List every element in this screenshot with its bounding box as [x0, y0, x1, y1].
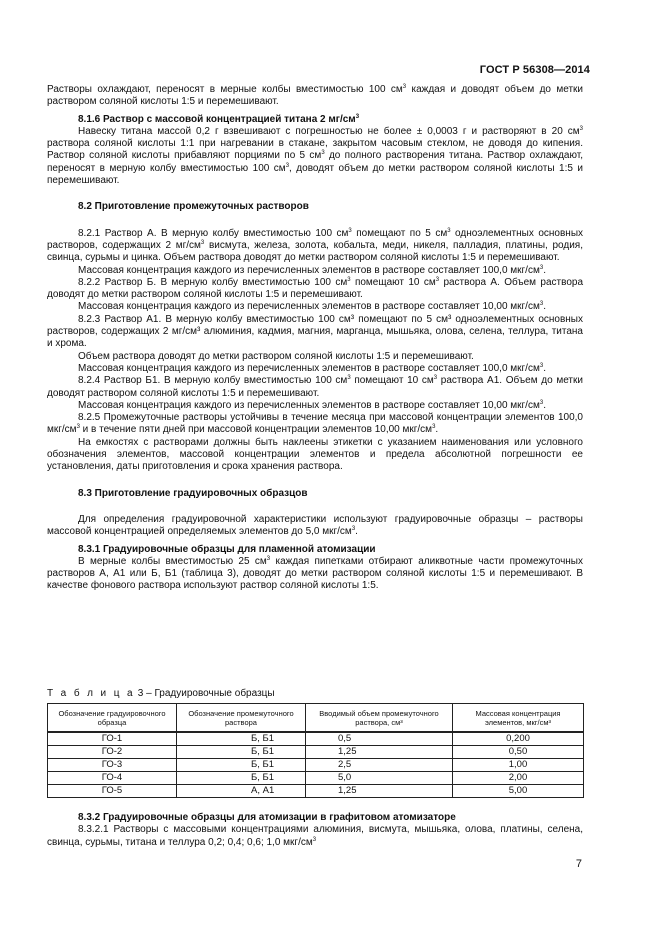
section-8-2-2-paragraph: 8.2.2 Раствор Б. В мерную колбу вместимостью 100 $см^3$ помещают 10 $см^3$ раствора А. Объем раствора доводят до метки раствором соляной кислоты 1:5 и перемешивают. — [47, 276, 584, 301]
table-cell: Б, Б1 — [177, 746, 306, 759]
labels-paragraph: На емкостях с растворами должны быть наклеены этикетки с указанием наименования или условного обозначения элементов, массовой концентрации элементов и предела абсолютной погрешности ее установления, даты приготовления и срока хранения раствора. — [47, 436, 583, 473]
table-cell: ГО-4 — [48, 772, 177, 785]
table-cell: 0,5 — [306, 732, 453, 746]
section-8-2-3-paragraph: 8.2.3 Раствор А1. В мерную колбу вместимостью 100 cм³ помещают по 5 cм³ одноэлементных основных растворов, содержащих 2 мг/cм³ алюминия, кадмия, магния, марганца, мышьяка, олова, селена, теллура, титана и хрома. — [47, 313, 583, 350]
table-row — [48, 759, 584, 772]
table-cell: Б, Б1 — [177, 772, 306, 785]
table-header-cell: Обозначение градуировочного образца — [48, 704, 177, 733]
table-cell: А, А1 — [177, 785, 306, 798]
table-cell: ГО-1 — [48, 732, 177, 746]
section-8-3-1-title: 8.3.1 Градуировочные образцы для пламенной атомизации — [78, 543, 376, 555]
page-number: 7 — [575, 858, 582, 870]
concentration-a1: Массовая концентрация каждого из перечисленных элементов в растворе составляет 100,0 мкг/$см^3$. — [78, 362, 546, 374]
section-8-3-2-1-paragraph: 8.3.2.1 Растворы с массовыми концентрациями алюминия, висмута, мышьяка, олова, платины, селена, свинца, сурьмы, титана и теллура 0,2; 0,4; 0,6; 1,0 мкг/$см^3$ — [47, 824, 583, 848]
table-cell: Б, Б1 — [177, 759, 306, 772]
table-row — [48, 746, 584, 759]
table-row — [48, 785, 584, 798]
table-cell: 5,00 — [453, 785, 584, 798]
table-cell: 2,5 — [306, 759, 453, 772]
table-cell: ГО-3 — [48, 759, 177, 772]
section-8-3-1-paragraph: В мерные колбы вместимостью 25 $см^3$ каждая пипетками отбирают аликвотные части промежуточных растворов А, А1 или Б, Б1 (таблица 3), доводят до метки раствором соляной кислоты 1:5 и перемешивают. В качестве фонового раствора используют раствор соляной кислоты 1:5. — [47, 555, 583, 592]
table-cell: 2,00 — [453, 772, 584, 785]
table-cell: Б, Б1 — [177, 732, 306, 746]
section-8-3-paragraph: Для определения градуировочной характеристики используют градуировочные образцы – растворы массовой концентрацией определяемых элементов до 5,0 мкг/$см^3$. — [47, 513, 583, 538]
section-8-2-3-volume: Объем раствора доводят до метки раствором соляной кислоты 1:5 и перемешивают. — [78, 350, 474, 362]
section-8-2-4-paragraph: 8.2.4 Раствор Б1. В мерную колбу вместимостью 100 $см^3$ помещают 10 $см^3$ раствора А1. Объем до метки доводят раствором соляной кислоты 1:5 и перемешивают. — [47, 375, 583, 399]
concentration-b1: Массовая концентрация каждого из перечисленных элементов в растворе составляет 10,00 мкг/$см^3$. — [78, 399, 546, 411]
intro-paragraph: Растворы охлаждают, переносят в мерные колбы вместимостью 100 $см^3$ каждая и доводят объем до метки раствором соляной кислоты 1:5 и перемешивают. — [47, 84, 583, 108]
table-cell: 5,0 — [306, 772, 453, 785]
table-row — [48, 772, 584, 785]
table-cell: ГО-5 — [48, 785, 177, 798]
table-cell: 0,50 — [453, 746, 584, 759]
concentration-a: Массовая концентрация каждого из перечисленных элементов в растворе составляет 100,0 мкг/$см^3$. — [78, 264, 546, 276]
graphite-section — [47, 812, 583, 849]
table-cell: 1,00 — [453, 759, 584, 772]
table-header-row — [48, 704, 584, 733]
concentration-b: Массовая концентрация каждого из перечисленных элементов в растворе составляет 10,00 мкг/$см^3$. — [78, 301, 546, 313]
section-8-3-title: 8.3 Приготовление градуировочных образцов — [78, 487, 308, 499]
table-caption: Т а б л и ц а 3 – Градуировочные образцы — [47, 688, 275, 699]
table-header-cell: Вводимый объем промежуточного раствора, см³ — [306, 704, 453, 733]
document-number: ГОСТ Р 56308—2014 — [479, 64, 590, 76]
section-8-1-6-paragraph: Навеску титана массой 0,2 г взвешивают с погрешностью не более ± 0,0003 г и растворяют в 20 $см^3$ раствора соляной кислоты 1:1 при нагревании в стакане, закрытом часовым стеклом, не доводя до кипения. Раствор соляной кислоты прибавляют порциями по 5 $см^3$ до полного растворения титана. Раствор охлаждают, переносят в мерную колбу вместимостью 100 $см^3$, доводят объем до метки раствором соляной кислоты 1:5 и перемешивают. — [47, 125, 583, 187]
table-row — [48, 732, 584, 746]
table-cell: 1,25 — [306, 785, 453, 798]
section-8-1-6-title: 8.1.6 Раствор с массовой концентрацией титана 2 $мг/см^3$ — [78, 113, 360, 125]
table-cell: ГО-2 — [48, 746, 177, 759]
table-cell: 1,25 — [306, 746, 453, 759]
section-8-2-title: 8.2 Приготовление промежуточных растворов — [78, 201, 309, 213]
main-text — [47, 84, 583, 593]
table-cell: 0,200 — [453, 732, 584, 746]
section-8-3-2-title: 8.3.2 Градуировочные образцы для атомизации в графитовом атомизаторе — [78, 812, 456, 823]
table-header-cell: Обозначение промежуточного раствора — [177, 704, 306, 733]
table-header-cell: Массовая концентрация элементов, мкг/см³ — [453, 704, 584, 733]
calibration-table — [47, 703, 584, 798]
section-8-2-1-paragraph: 8.2.1 Раствор А. В мерную колбу вместимостью 100 $см^3$ помещают по 5 $см^3$ одноэлементных основных растворов, содержащих 2 $мг/см^3$ висмута, железа, золота, кобальта, меди, никеля, палладия, платины, родия, свинца, сурьмы и цинка. Объем раствора доводят до метки раствором соляной кислоты 1:5 и перемешивают. — [47, 227, 584, 264]
section-8-2-5-paragraph: 8.2.5 Промежуточные растворы устойчивы в течение месяца при массовой концентрации элементов 100,0 мкг/$см^3$ и в течение пяти дней при массовой концентрации элементов 10,00 мкг/$см^3$. — [47, 412, 583, 436]
